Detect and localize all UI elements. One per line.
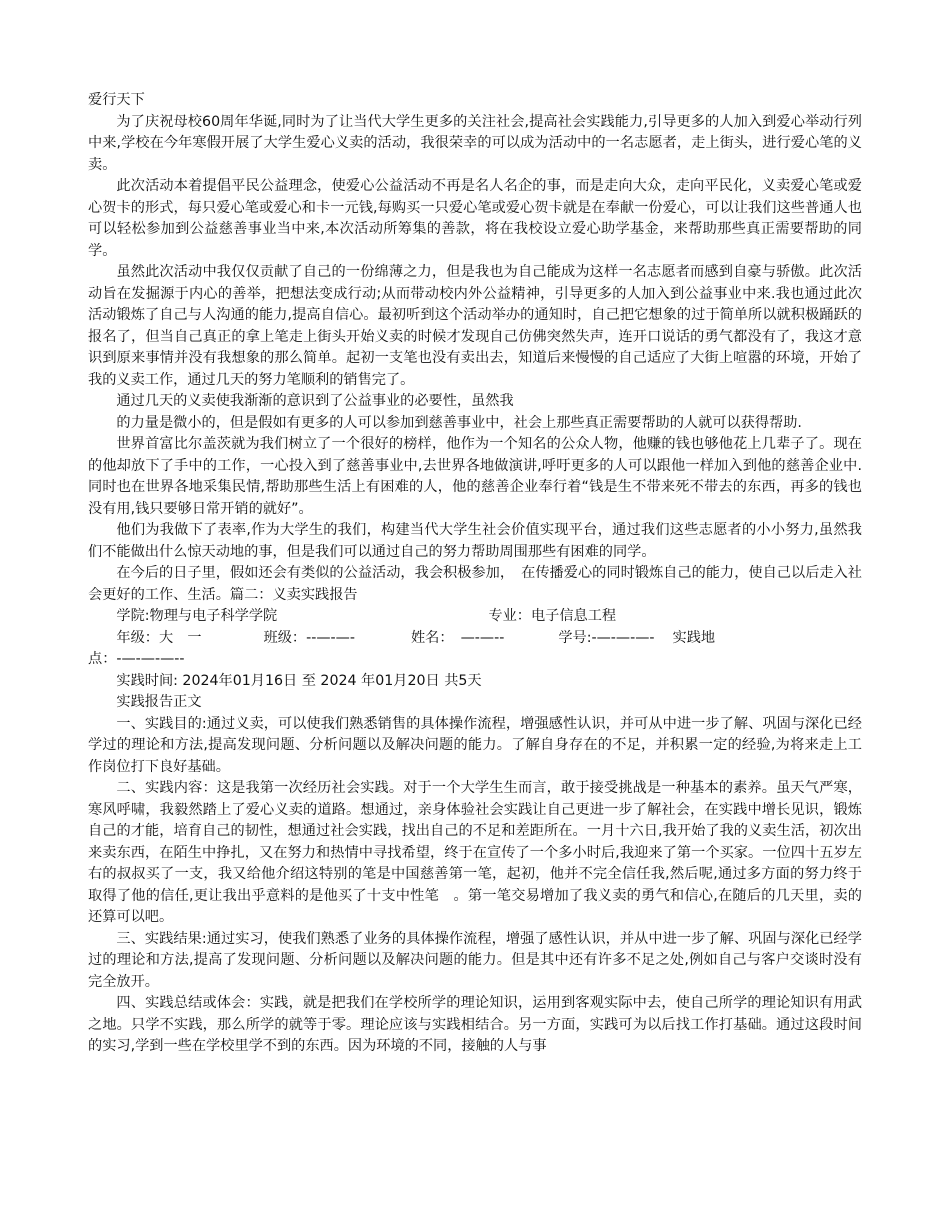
info-row-college-major — [88, 606, 862, 628]
paragraph-split-continuation: 的力量是微小的，但是假如有更多的人可以参加到慈善事业中，社会上那些真正需要帮助的人就可以获得帮助. — [116, 414, 802, 431]
name-field: 姓名： —-—-- — [410, 629, 505, 646]
paragraph: 为了庆祝母校60周年华诞,同时为了让当代大学生更多的关注社会,提高社会实践能力,引导更多的人加入到爱心举动行列中来,学校在今年寒假开展了大学生爱心义卖的活动，我很荣幸的可以成为活动中的一名志愿者，走上街头，进行爱心笔的义卖。 — [88, 113, 862, 173]
paragraph-split-first-line: 通过几天的义卖使我渐渐的意识到了公益事业的必要性，虽然我 — [116, 393, 514, 409]
student-number-field: 学号:-—-—-—- — [558, 629, 655, 646]
paragraph: 四、实践总结或体会：实践，就是把我们在学校所学的理论知识，运用到客观实际中去，使自己所学的理论知识有用武之地。只学不实践，那么所学的就等于零。理论应该与实践相结合。另一方面，实践可为以后找工作打基础。通过这段时间的实习,学到一些在学校里学不到的东西。因为环境的不同，接触的人与事 — [88, 995, 862, 1054]
college-field: 学院:物理与电子科学学院 — [116, 608, 278, 624]
class-field: 班级：--—-—- — [263, 629, 355, 646]
paragraph: 一、实践目的:通过义卖，可以使我们熟悉销售的具体操作流程，增强感性认识，并可从中进一步了解、巩固与深化已经学过的理论和方法,提高发现问题、分析问题以及解决问题的能力。了解自身存在的不足，并积累一定的经验,为将来走上工作岗位打下良好基础。 — [88, 715, 862, 775]
paragraph: 二、实践内容：这是我第一次经历社会实践。对于一个大学生生而言，敢于接受挑战是一种基本的素养。虽天气严寒，寒风呼啸，我毅然踏上了爱心义卖的道路。想通过，亲身体验社会实践让自己更进一步了解社会，在实践中增长见识，锻炼自己的才能，培育自己的韧性，想通过社会实践，找出自己的不足和差距所在。一月十六日,我开始了我的义卖生活，初次出来卖东西，在陌生中挣扎，又在努力和热情中寻找希望，终于在宣传了一个多小时后,我迎来了第一个买家。一位四十五岁左右的叔叔买了一支，我又给他介绍这特别的笔是中国慈善第一笔，起初，他并不完全信任我,然后呢,通过多方面的努力终于取得了他的信任,更让我出乎意料的是他买了十支中性笔 。第一笔交易增加了我义卖的勇气和信心,在随后的几天里，卖的还算可以吧。 — [88, 780, 862, 925]
major-field: 专业：电子信息工程 — [488, 608, 617, 624]
paragraph: 虽然此次活动中我仅仅贡献了自己的一份绵薄之力，但是我也为自己能成为这样一名志愿者而感到自豪与骄傲。此次活动旨在发掘源于内心的善举，把想法变成行动;从而带动校内外公益精神，引导更多的人加入到公益事业中来.我也通过此次活动锻炼了自己与人沟通的能力,提高自信心。最初听到这个活动举办的通知时，自己把它想象的过于简单所以就积极踊跃的报名了，但当自己真正的拿上笔走上街头开始义卖的时候才发现自己仿佛突然失声，连开口说话的勇气都没有了，我这才意识到原来事情并没有我想象的那么简单。起初一支笔也没有卖出去，知道后来慢慢的自己适应了大街上喧嚣的环境，开始了我的义卖工作，通过几天的努力笔顺利的销售完了。 — [88, 264, 862, 388]
paragraph: 世界首富比尔盖茨就为我们树立了一个很好的榜样，他作为一个知名的公众人物，他赚的钱也够他花上几辈子了。现在的他却放下了手中的工作，一心投入到了慈善事业中,去世界各地做演讲,呼吁更多的人可以跟他一样加入到他的慈善企业中.同时也在世界各地采集民情,帮助那些生活上有困难的人，他的慈善企业奉行着“钱是生不带来死不带去的东西，再多的钱也没有用,钱只要够日常开销的就好”。 — [88, 436, 862, 517]
paragraph: 此次活动本着提倡平民公益理念，使爱心公益活动不再是名人名企的事，而是走向大众，走向平民化，义卖爱心笔或爱心贺卡的形式，每只爱心笔或爱心和卡一元钱,每购买一只爱心笔或爱心贺卡就是在奉献一份爱心，可以让我们这些普通人也可以轻松参加到公益慈善事业当中来,本次活动所筹集的善款，将在我校设立爱心助学基金，来帮助那些真正需要帮助的同学。 — [88, 178, 862, 259]
practice-place-value: 点：-—-—-—-- — [88, 651, 185, 667]
practice-place-label: 实践地 — [672, 629, 716, 646]
practice-time: 实践时间: 2024年01月16日 至 2024 年01月20日 共5天 — [116, 672, 482, 689]
report-heading: 实践报告正文 — [116, 694, 202, 710]
document-title: 爱行天下 — [88, 92, 145, 108]
info-row-student — [88, 628, 862, 650]
paragraph: 他们为我做下了表率,作为大学生的我们，构建当代大学生社会价值实现平台，通过我们这些志愿者的小小努力,虽然我们不能做出什么惊天动地的事，但是我们可以通过自己的努力帮助周围那些有困难的同学。 — [88, 522, 862, 560]
document-page — [88, 90, 862, 1058]
paragraph: 三、实践结果:通过实习，使我们熟悉了业务的具体操作流程，增强了感性认识，并从中进一步了解、巩固与深化已经学过的理论和方法,提高了发现问题、分析问题以及解决问题的能力。但是其中还有许多不足之处,例如自己与客户交谈时没有完全放开。 — [88, 930, 862, 990]
grade-field: 年级：大 一 — [116, 629, 202, 646]
paragraph: 在今后的日子里，假如还会有类似的公益活动，我会积极参加， 在传播爱心的同时锻炼自己的能力，使自己以后走入社会更好的工作、生活。篇二：义卖实践报告 — [88, 565, 862, 603]
